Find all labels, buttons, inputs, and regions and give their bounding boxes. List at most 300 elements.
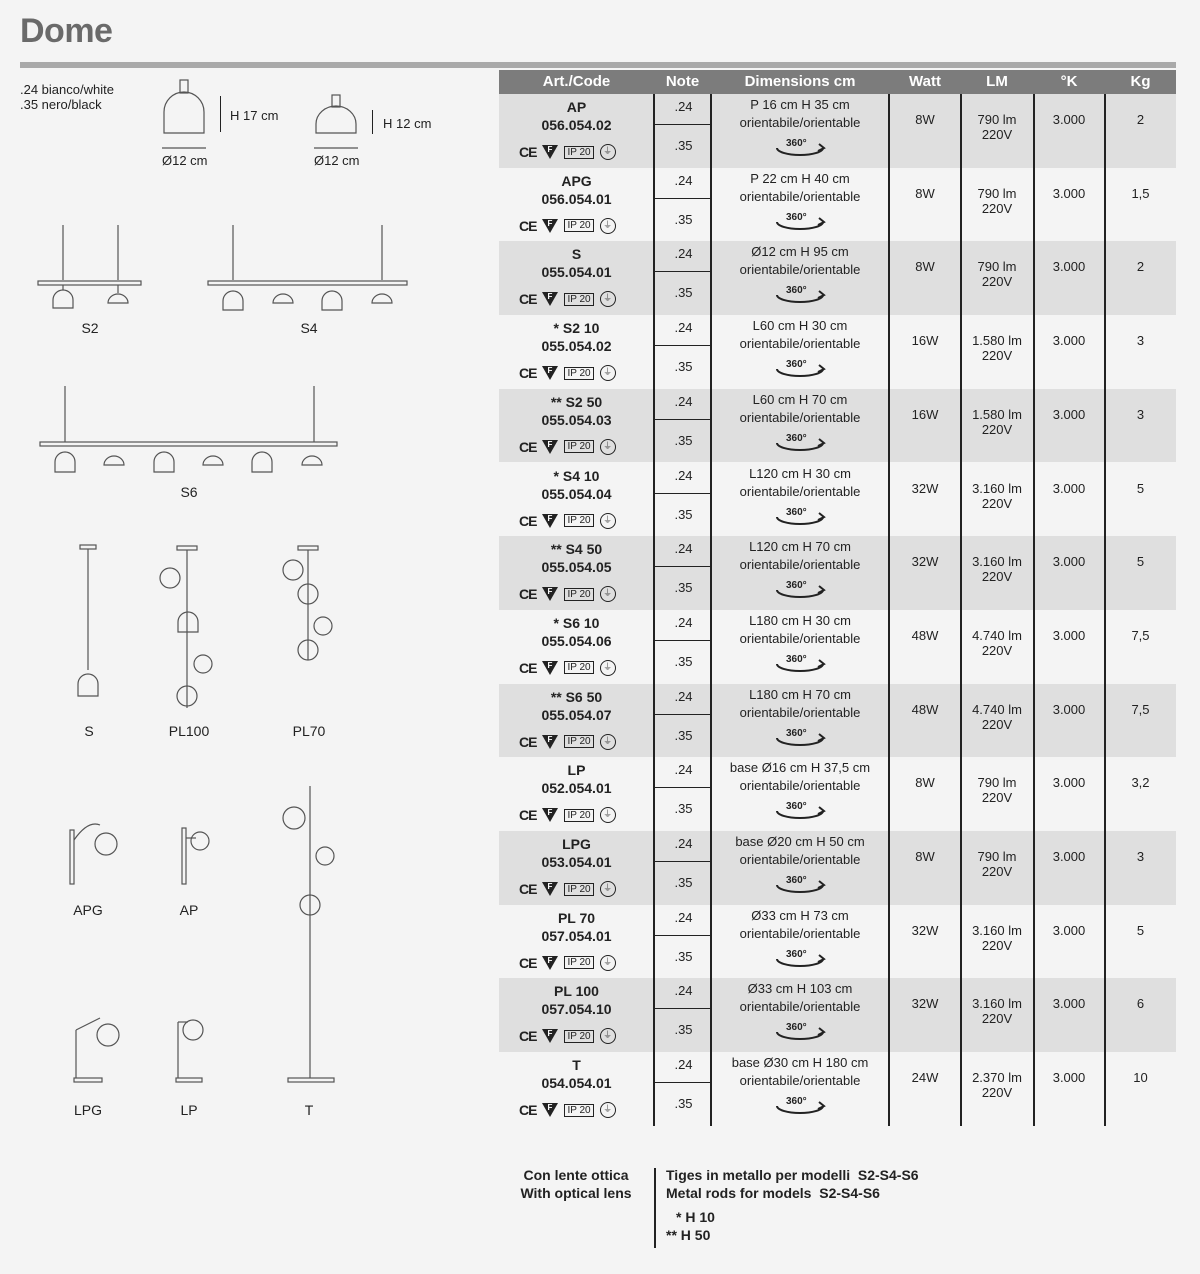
rotation-label: 360° xyxy=(786,359,807,371)
label-lpg: LPG xyxy=(73,1102,102,1118)
variant-white: .24 bianco/white xyxy=(20,82,114,97)
note-black: .35 xyxy=(674,948,693,964)
row-kelvin: 3.000 xyxy=(1052,112,1086,127)
label-lp: LP xyxy=(180,1102,198,1118)
row-kg: 7,5 xyxy=(1131,627,1150,643)
note-black: .35 xyxy=(674,211,693,227)
rotation-label: 360° xyxy=(786,653,807,665)
ip-rating: IP 20 xyxy=(564,1030,593,1043)
rotation-label: 360° xyxy=(786,1096,807,1108)
f-mark-icon xyxy=(542,219,558,233)
f-mark-icon xyxy=(542,956,558,970)
rotation-label: 360° xyxy=(786,875,807,886)
row-watt: 48W xyxy=(911,627,939,643)
table-row xyxy=(499,757,1176,831)
rotation-label: 360° xyxy=(786,138,807,149)
note-white: .24 xyxy=(674,246,693,262)
label-pl100: PL100 xyxy=(168,723,210,739)
note-white: .24 xyxy=(674,983,693,999)
row-volt: 220V xyxy=(981,200,1013,216)
note-divider xyxy=(654,787,711,788)
row-name: ** S4 50 xyxy=(550,541,603,558)
variant-black: .35 nero/black xyxy=(20,97,102,112)
th-dimensions: Dimensions cm xyxy=(744,73,856,90)
note-divider xyxy=(654,493,711,494)
row-lm: 2.370 lm xyxy=(972,1070,1022,1086)
f-mark-icon xyxy=(542,1103,558,1117)
f-mark-letter: F xyxy=(547,587,553,597)
s2-drawing-icon xyxy=(38,225,141,308)
note-divider xyxy=(654,419,711,420)
footer-rods-en: Metal rods for models S2-S4-S6 xyxy=(666,1185,880,1201)
f-mark-letter: F xyxy=(547,145,553,154)
table-row xyxy=(499,610,1176,684)
footer-h10: * H 10 xyxy=(676,1209,715,1225)
ip-rating: IP 20 xyxy=(564,219,593,232)
ground-symbol-icon: ⏚ xyxy=(600,586,616,602)
f-mark-icon xyxy=(542,145,558,159)
ground-symbol-icon: ⏚ xyxy=(600,144,616,160)
row-dim1: L120 cm H 70 cm xyxy=(749,539,851,555)
s6-drawing-icon xyxy=(40,386,337,472)
row-code: 055.054.02 xyxy=(541,338,612,355)
row-dim1: L180 cm H 30 cm xyxy=(749,612,851,628)
row-name: ** S2 50 xyxy=(550,393,603,410)
pl70-drawing-icon xyxy=(283,546,332,660)
ip-rating: IP 20 xyxy=(564,588,593,601)
cert-marks xyxy=(519,586,616,602)
ce-mark-icon: CE xyxy=(519,586,537,603)
cert-marks xyxy=(519,1102,616,1118)
row-name: APG xyxy=(561,172,592,189)
note-white: .24 xyxy=(674,1057,693,1073)
f-mark-letter: F xyxy=(547,218,553,228)
cert-marks xyxy=(519,513,616,529)
note-white: .24 xyxy=(674,688,693,704)
row-volt: 220V xyxy=(981,348,1013,364)
note-divider xyxy=(654,1082,711,1083)
row-lm: 790 lm xyxy=(977,112,1017,127)
ce-mark-icon: CE xyxy=(519,1028,537,1045)
row-code: 056.054.02 xyxy=(541,117,612,133)
row-name: LPG xyxy=(562,836,591,852)
row-dim1: P 16 cm H 35 cm xyxy=(750,97,850,112)
ce-mark-icon: CE xyxy=(519,144,537,160)
table-column-line xyxy=(960,94,962,1126)
row-lm: 3.160 lm xyxy=(972,922,1022,938)
shade-tall-icon xyxy=(162,80,206,148)
note-black: .35 xyxy=(674,506,693,522)
row-kelvin: 3.000 xyxy=(1052,701,1086,717)
row-lm: 3.160 lm xyxy=(972,554,1022,570)
ce-mark-icon: CE xyxy=(519,659,537,676)
f-mark-letter: F xyxy=(547,1029,553,1039)
row-kelvin: 3.000 xyxy=(1052,996,1086,1012)
label-s: S xyxy=(84,723,94,739)
note-black: .35 xyxy=(674,1096,693,1112)
th-kg: Kg xyxy=(1130,73,1151,90)
ground-symbol-icon: ⏚ xyxy=(600,365,616,381)
cert-marks xyxy=(519,807,616,823)
note-white: .24 xyxy=(674,172,693,188)
ip-rating: IP 20 xyxy=(564,735,593,748)
row-lm: 790 lm xyxy=(977,849,1017,864)
row-dim1: base Ø20 cm H 50 cm xyxy=(735,834,865,849)
ground-symbol-icon: ⏚ xyxy=(600,513,616,529)
row-lm: 790 lm xyxy=(977,775,1017,791)
ip-rating: IP 20 xyxy=(564,293,593,306)
cert-marks xyxy=(519,439,616,455)
cert-marks xyxy=(519,881,616,897)
note-white: .24 xyxy=(674,541,693,557)
th-code: Art./Code xyxy=(542,73,611,90)
row-code: 055.054.01 xyxy=(541,264,612,281)
f-mark-icon xyxy=(542,882,558,896)
row-volt: 220V xyxy=(981,642,1013,658)
table-row xyxy=(499,684,1176,758)
table-row xyxy=(499,389,1176,463)
pl100-drawing-icon xyxy=(160,546,212,708)
ground-symbol-icon: ⏚ xyxy=(600,660,616,676)
row-kg: 2 xyxy=(1136,112,1145,127)
cert-marks xyxy=(519,291,616,307)
row-watt: 24W xyxy=(911,1070,939,1086)
row-kg: 10 xyxy=(1133,1070,1148,1086)
row-name: * S2 10 xyxy=(553,320,600,337)
row-kg: 6 xyxy=(1136,996,1145,1012)
row-dim2: orientabile/orientable xyxy=(739,115,861,130)
row-watt: 8W xyxy=(915,849,935,864)
rotation-label: 360° xyxy=(786,285,807,297)
row-kelvin: 3.000 xyxy=(1052,849,1086,864)
row-dim2: orientabile/orientable xyxy=(739,557,861,573)
f-mark-letter: F xyxy=(547,882,553,891)
note-black: .35 xyxy=(674,432,693,448)
rotation-label: 360° xyxy=(786,1022,807,1034)
row-dim2: orientabile/orientable xyxy=(739,336,861,352)
row-kg: 3 xyxy=(1136,406,1145,422)
f-mark-letter: F xyxy=(547,734,553,744)
note-white: .24 xyxy=(674,909,693,925)
row-kg: 7,5 xyxy=(1131,701,1150,717)
cert-marks xyxy=(519,955,616,971)
ce-mark-icon: CE xyxy=(519,881,537,897)
note-divider xyxy=(654,640,711,641)
f-mark-icon xyxy=(542,440,558,454)
row-lm: 790 lm xyxy=(977,259,1017,275)
ce-mark-icon: CE xyxy=(519,512,537,529)
f-mark-icon xyxy=(542,661,558,675)
row-dim1: L180 cm H 70 cm xyxy=(749,686,851,702)
table-column-line xyxy=(1033,94,1035,1126)
note-divider xyxy=(654,198,711,199)
row-kelvin: 3.000 xyxy=(1052,333,1086,349)
ce-mark-icon: CE xyxy=(519,733,537,750)
row-volt: 220V xyxy=(981,274,1013,290)
footer-rods xyxy=(666,1166,919,1244)
f-mark-letter: F xyxy=(547,292,553,302)
row-dim1: P 22 cm H 40 cm xyxy=(750,170,850,186)
row-code: 055.054.05 xyxy=(541,559,612,576)
ground-symbol-icon: ⏚ xyxy=(600,1028,616,1044)
rotation-label: 360° xyxy=(786,948,807,960)
row-code: 056.054.01 xyxy=(541,190,612,207)
ce-mark-icon: CE xyxy=(519,1102,537,1119)
lp-drawing-icon xyxy=(176,1020,203,1082)
table-header xyxy=(499,70,1176,94)
ground-symbol-icon: ⏚ xyxy=(600,881,616,897)
row-kg: 3 xyxy=(1136,849,1145,864)
f-mark-letter: F xyxy=(547,955,553,965)
row-kelvin: 3.000 xyxy=(1052,185,1086,201)
row-code: 053.054.01 xyxy=(541,854,612,870)
row-dim2: orientabile/orientable xyxy=(739,925,861,941)
row-volt: 220V xyxy=(981,569,1013,585)
table-row xyxy=(499,315,1176,389)
footer-h50: ** H 50 xyxy=(666,1227,711,1243)
ce-mark-icon: CE xyxy=(519,954,537,971)
label-s6: S6 xyxy=(180,484,198,500)
table-column-line xyxy=(888,94,890,1126)
note-divider xyxy=(654,861,711,862)
dim-d12-b: Ø12 cm xyxy=(314,153,360,168)
row-name: AP xyxy=(566,99,587,115)
row-watt: 32W xyxy=(911,996,939,1012)
f-mark-icon xyxy=(542,587,558,601)
row-kg: 5 xyxy=(1136,554,1145,570)
ce-mark-icon: CE xyxy=(519,438,537,455)
f-mark-letter: F xyxy=(547,439,553,449)
row-watt: 48W xyxy=(911,701,939,717)
apg-drawing-icon xyxy=(70,824,117,884)
note-black: .35 xyxy=(674,1022,693,1038)
cert-marks xyxy=(519,144,616,160)
ground-symbol-icon: ⏚ xyxy=(600,955,616,971)
row-watt: 8W xyxy=(915,775,935,791)
row-code: 054.054.01 xyxy=(541,1075,612,1092)
row-watt: 8W xyxy=(915,259,935,275)
row-volt: 220V xyxy=(981,1085,1013,1101)
note-black: .35 xyxy=(674,801,693,817)
label-apg: APG xyxy=(73,902,103,918)
note-divider xyxy=(654,124,711,125)
f-mark-letter: F xyxy=(547,660,553,670)
row-name: S xyxy=(571,246,582,263)
row-volt: 220V xyxy=(981,495,1013,511)
product-drawings xyxy=(0,0,500,1274)
row-volt: 220V xyxy=(981,790,1013,806)
cert-marks xyxy=(519,734,616,750)
cert-marks xyxy=(519,365,616,381)
f-mark-letter: F xyxy=(547,808,553,818)
note-divider xyxy=(654,345,711,346)
ce-mark-icon: CE xyxy=(519,807,537,824)
row-code: 055.054.04 xyxy=(541,485,612,502)
cert-marks xyxy=(519,660,616,676)
row-kelvin: 3.000 xyxy=(1052,554,1086,570)
row-dim2: orientabile/orientable xyxy=(739,262,861,278)
f-mark-letter: F xyxy=(547,513,553,523)
row-lm: 3.160 lm xyxy=(972,996,1022,1012)
row-dim1: base Ø30 cm H 180 cm xyxy=(731,1055,869,1071)
f-mark-icon xyxy=(542,735,558,749)
note-white: .24 xyxy=(674,467,693,483)
note-black: .35 xyxy=(674,875,693,890)
row-kelvin: 3.000 xyxy=(1052,775,1086,791)
row-name: * S6 10 xyxy=(553,614,600,631)
note-divider xyxy=(654,566,711,567)
row-volt: 220V xyxy=(981,864,1013,879)
table-row xyxy=(499,463,1176,537)
row-dim2: orientabile/orientable xyxy=(739,630,861,646)
dim-d12-a: Ø12 cm xyxy=(162,153,208,168)
table-row xyxy=(499,241,1176,315)
row-dim2: orientabile/orientable xyxy=(739,704,861,720)
row-name: T xyxy=(572,1057,581,1074)
row-kelvin: 3.000 xyxy=(1052,627,1086,643)
label-ap: AP xyxy=(179,902,199,918)
label-s2: S2 xyxy=(81,320,99,336)
cert-marks xyxy=(519,1028,616,1044)
row-dim1: base Ø16 cm H 37,5 cm xyxy=(729,760,871,776)
note-divider xyxy=(654,935,711,936)
row-dim1: L60 cm H 70 cm xyxy=(752,391,848,407)
footer-lens-en: With optical lens xyxy=(520,1185,632,1201)
row-code: 055.054.06 xyxy=(541,632,612,649)
ip-rating: IP 20 xyxy=(564,1104,593,1117)
dim-h12: H 12 cm xyxy=(383,116,432,131)
row-lm: 1.580 lm xyxy=(972,333,1022,349)
row-code: 052.054.01 xyxy=(541,780,612,797)
row-watt: 8W xyxy=(915,185,935,201)
ground-symbol-icon: ⏚ xyxy=(600,807,616,823)
row-kelvin: 3.000 xyxy=(1052,922,1086,938)
f-mark-icon xyxy=(542,808,558,822)
note-white: .24 xyxy=(674,762,693,778)
row-lm: 4.740 lm xyxy=(972,701,1022,717)
row-lm: 3.160 lm xyxy=(972,480,1022,496)
note-black: .35 xyxy=(674,138,693,153)
s-drawing-icon xyxy=(78,545,98,696)
row-dim1: Ø33 cm H 103 cm xyxy=(747,981,853,997)
note-white: .24 xyxy=(674,836,693,851)
ground-symbol-icon: ⏚ xyxy=(600,439,616,455)
row-lm: 4.740 lm xyxy=(972,627,1022,643)
row-kelvin: 3.000 xyxy=(1052,480,1086,496)
table-column-line xyxy=(653,94,655,1126)
row-kelvin: 3.000 xyxy=(1052,406,1086,422)
note-black: .35 xyxy=(674,359,693,375)
row-name: PL 100 xyxy=(554,983,599,1000)
ip-rating: IP 20 xyxy=(564,367,593,380)
note-divider xyxy=(654,1008,711,1009)
row-watt: 16W xyxy=(911,406,939,422)
ip-rating: IP 20 xyxy=(564,809,593,822)
row-kg: 5 xyxy=(1136,480,1145,496)
rotation-label: 360° xyxy=(786,432,807,444)
footer-lens-it: Con lente ottica xyxy=(523,1167,629,1183)
th-note: Note xyxy=(665,73,700,90)
row-code: 055.054.07 xyxy=(541,706,612,723)
ce-mark-icon: CE xyxy=(519,365,537,382)
row-watt: 32W xyxy=(911,922,939,938)
row-dim1: Ø12 cm H 95 cm xyxy=(751,244,849,260)
ip-rating: IP 20 xyxy=(564,661,593,674)
ground-symbol-icon: ⏚ xyxy=(600,1102,616,1118)
table-column-line xyxy=(1104,94,1106,1126)
label-pl70: PL70 xyxy=(292,723,326,739)
ip-rating: IP 20 xyxy=(564,146,593,159)
row-code: 057.054.01 xyxy=(541,927,612,944)
footer-lens xyxy=(520,1166,632,1202)
dim-h17: H 17 cm xyxy=(230,108,279,123)
label-s4: S4 xyxy=(300,320,318,336)
row-code: 055.054.03 xyxy=(541,411,612,428)
ip-rating: IP 20 xyxy=(564,514,593,527)
ground-symbol-icon: ⏚ xyxy=(600,218,616,234)
table-row xyxy=(499,1052,1176,1126)
ground-symbol-icon: ⏚ xyxy=(600,734,616,750)
footer-rods-it: Tiges in metallo per modelli S2-S4-S6 xyxy=(666,1167,919,1183)
f-mark-letter: F xyxy=(547,366,553,376)
row-kg: 1,5 xyxy=(1131,185,1150,201)
row-kelvin: 3.000 xyxy=(1052,259,1086,275)
row-name: LP xyxy=(567,762,586,779)
row-dim1: L120 cm H 30 cm xyxy=(749,465,851,481)
row-volt: 220V xyxy=(981,421,1013,437)
row-dim2: orientabile/orientable xyxy=(739,1073,861,1089)
table-row xyxy=(499,94,1176,168)
shade-short-icon xyxy=(314,95,358,148)
row-watt: 32W xyxy=(911,480,939,496)
th-watt: Watt xyxy=(909,73,941,90)
f-mark-icon xyxy=(542,514,558,528)
row-name: * S4 10 xyxy=(553,467,600,484)
note-white: .24 xyxy=(674,99,693,114)
th-lm: LM xyxy=(986,73,1008,90)
row-dim2: orientabile/orientable xyxy=(739,778,861,794)
th-kelvin: °K xyxy=(1060,73,1078,90)
row-code: 057.054.10 xyxy=(541,1001,612,1018)
ip-rating: IP 20 xyxy=(564,440,593,453)
page-title: Dome xyxy=(20,12,113,50)
row-kg: 5 xyxy=(1136,922,1145,938)
footer-divider xyxy=(654,1168,656,1248)
note-divider xyxy=(654,714,711,715)
row-kg: 2 xyxy=(1136,259,1145,275)
t-drawing-icon xyxy=(283,786,334,1082)
row-volt: 220V xyxy=(981,716,1013,732)
row-dim1: L60 cm H 30 cm xyxy=(752,318,848,334)
row-dim1: Ø33 cm H 73 cm xyxy=(751,907,849,923)
dim-line-h12 xyxy=(372,110,373,134)
ce-mark-icon: CE xyxy=(519,291,537,308)
rotation-label: 360° xyxy=(786,506,807,518)
note-white: .24 xyxy=(674,393,693,409)
ip-rating: IP 20 xyxy=(564,883,593,896)
row-watt: 32W xyxy=(911,554,939,570)
row-lm: 790 lm xyxy=(977,185,1017,201)
row-name: ** S6 50 xyxy=(550,688,603,705)
note-black: .35 xyxy=(674,285,693,301)
row-dim2: orientabile/orientable xyxy=(739,409,861,425)
ce-mark-icon: CE xyxy=(519,217,537,234)
rotation-label: 360° xyxy=(786,801,807,813)
row-volt: 220V xyxy=(981,937,1013,953)
row-watt: 8W xyxy=(915,112,935,127)
ap-drawing-icon xyxy=(182,828,209,884)
ground-symbol-icon: ⏚ xyxy=(600,291,616,307)
